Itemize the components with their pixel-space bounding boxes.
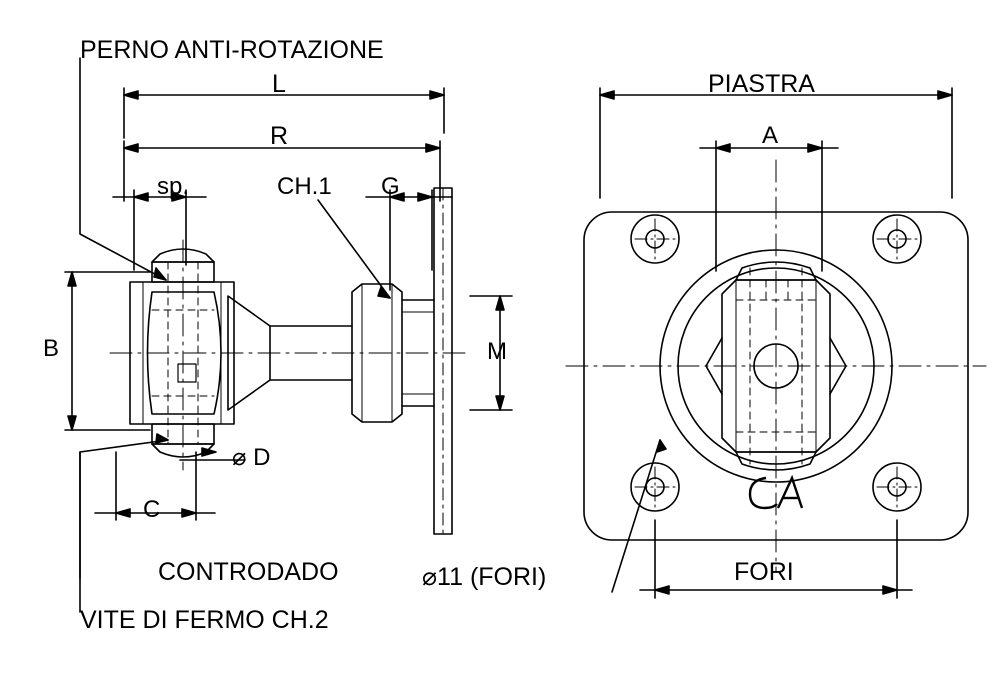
label-fori-diameter: ⌀11 (FORI) [422,563,547,591]
label-fori: FORI [734,558,794,586]
label-dim-R: R [270,122,289,150]
label-dim-B: B [43,335,60,362]
label-dim-sp: sp. [157,173,190,200]
label-controdado: CONTRODADO [158,558,339,586]
leader-perno [80,58,166,280]
label-vite-di-fermo: VITE DI FERMO CH.2 [80,606,329,634]
label-dim-A: A [762,122,779,149]
label-dim-ch1: CH.1 [277,173,332,200]
label-dim-C: C [143,496,161,523]
label-dim-G: G [381,173,400,200]
label-dim-M: M [487,338,507,365]
label-piastra: PIASTRA [708,70,815,98]
label-dim-L: L [272,70,286,98]
knuckle-body [130,282,234,424]
label-perno-anti-rotazione: PERNO ANTI-ROTAZIONE [80,36,384,64]
label-dim-D: ⌀ D [232,444,271,471]
